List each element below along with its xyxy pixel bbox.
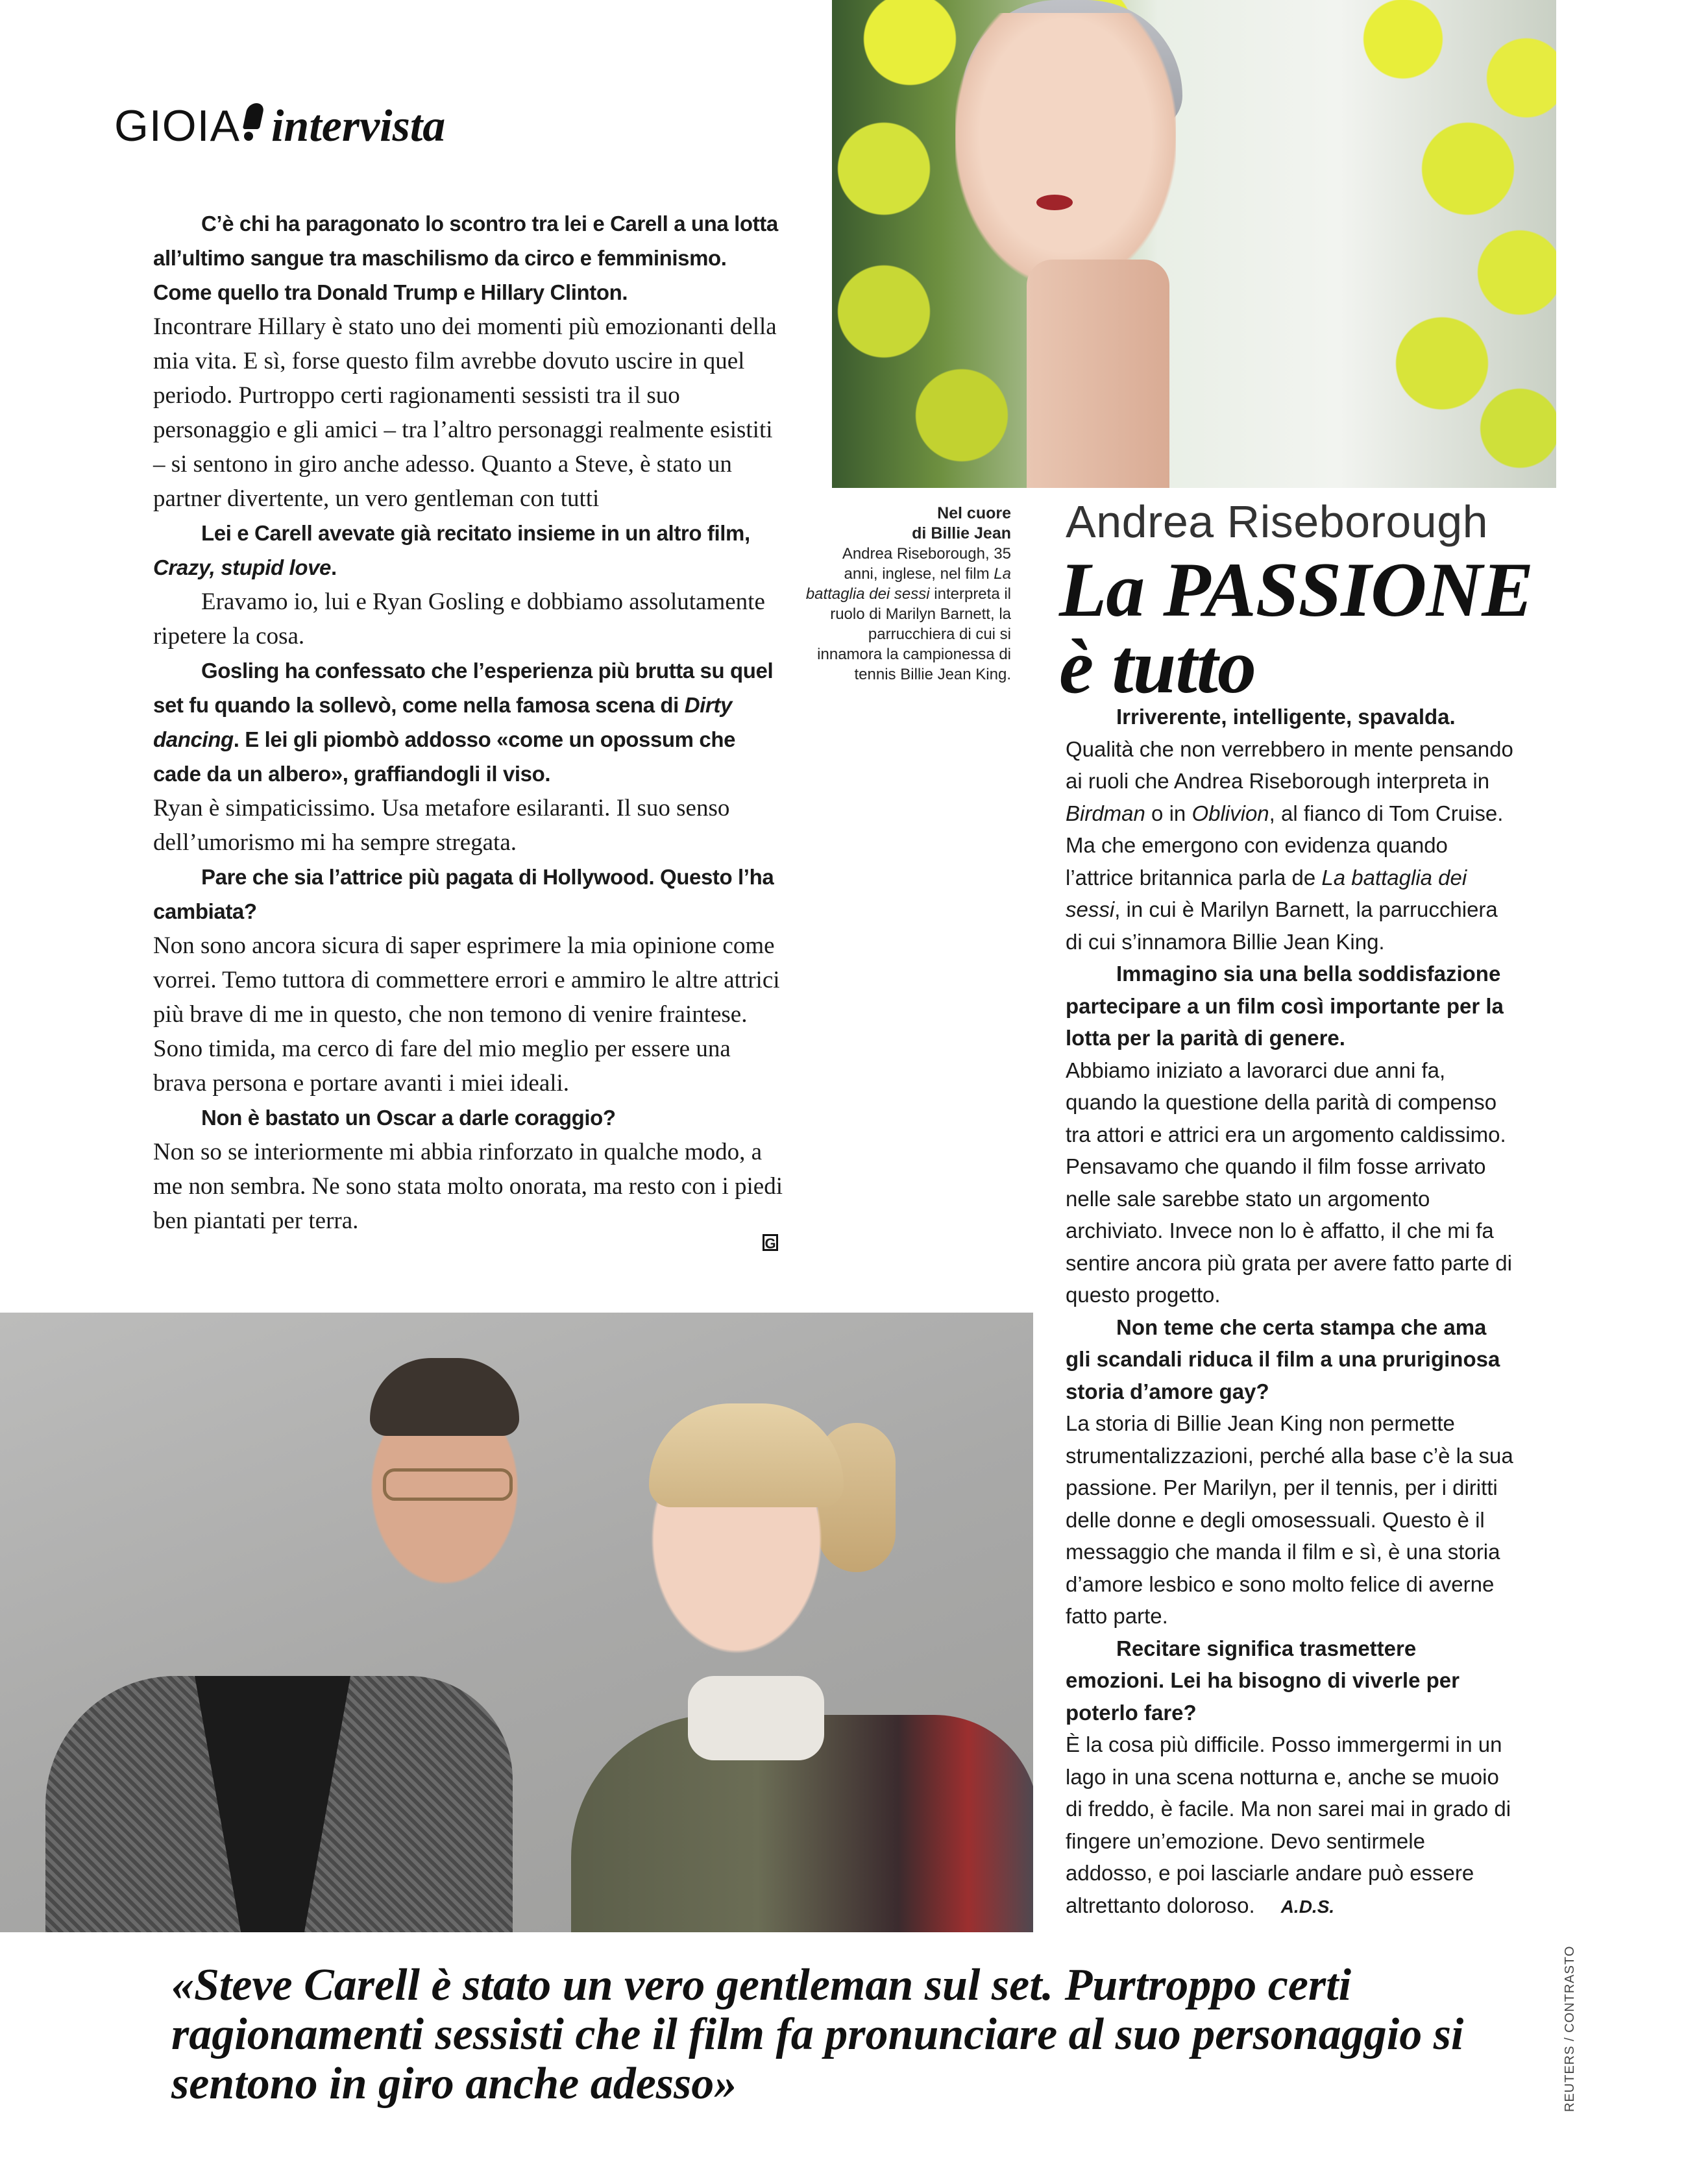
interview-answer: [153, 928, 784, 1100]
italic-title: Dirty dancing: [153, 693, 732, 751]
portrait-lips: [1036, 195, 1073, 210]
caption-title-line1: Nel cuore: [937, 504, 1011, 522]
interview-question: [153, 653, 784, 791]
text-run: Non so se interiormente mi abbia rinforzato in qualche modo, a me non sembra. Ne sono stata molto onorata, ma resto con i piedi ben piantati per terra.: [153, 1139, 783, 1234]
italic-title: Birdman: [1066, 801, 1145, 825]
sidebar-question: [1066, 1311, 1513, 1408]
interview-question: [153, 860, 784, 928]
portrait-neck: [1027, 260, 1169, 488]
man-hair: [370, 1358, 519, 1436]
text-run: C’è chi ha paragonato lo scontro tra lei e Carell a una lotta all’ultimo sangue tra maschilismo da circo e femminismo. Come quello tra Donald Trump e Hillary Clinton.: [153, 212, 778, 304]
interview-main-column: [153, 206, 784, 1238]
italic-title: Crazy, stupid love: [153, 555, 331, 579]
interview-answer: [153, 585, 784, 653]
headline-line1: La PASSIONE: [1059, 546, 1533, 633]
glasses-icon: [383, 1468, 513, 1501]
text-run: È la cosa più difficile. Posso immergermi in un lago in una scena notturna e, anche se muoio di freddo, è facile. Ma non sarei mai in grado di fingere un’emozione. Devo sentirmele addosso, e poi lasciarle andare può essere altrettanto doloroso.: [1066, 1732, 1511, 1917]
text-run: , in cui è Marilyn Barnett, la parrucchiera di cui s’innamora Billie Jean King.: [1066, 897, 1498, 954]
text-run: Andrea Riseborough, 35 anni, inglese, nel film: [842, 545, 1011, 583]
interview-question: [153, 206, 784, 309]
text-run: Recitare significa trasmettere emozioni. Lei ha bisogno di viverle per poterlo fare?: [1066, 1636, 1460, 1725]
interview-answer: [153, 309, 784, 516]
sidebar-headline: [1059, 546, 1533, 709]
caption-body: [805, 544, 1011, 685]
text-run: , al fianco di Tom Cruise. Ma che emergono con evidenza quando l’attrice britannica parla de: [1066, 801, 1504, 890]
section-title: intervista: [271, 101, 446, 151]
caption-title-line2: di Billie Jean: [912, 524, 1011, 542]
text-run: Gosling ha confessato che l’esperienza più brutta su quel set fu quando la sollevò, come nella famosa scena di: [153, 659, 774, 717]
text-run: Ryan è simpaticissimo. Usa metafore esilaranti. Il suo senso dell’umorismo mi ha sempre stregata.: [153, 795, 730, 856]
interview-question: [153, 516, 784, 585]
text-run: La storia di Billie Jean King non permette strumentalizzazioni, perché alla base c’è la sua passione. Per Marilyn, per il tennis, per i diritti delle donne e degli omosessuali. Questo è il messaggio che manda il film e sì, è una storia d’amore lesbico e sono molto felice di averne fatto parte.: [1066, 1411, 1513, 1628]
woman-turtleneck: [688, 1676, 824, 1760]
sidebar-question: [1066, 958, 1513, 1054]
italic-title: La battaglia dei sessi: [805, 565, 1011, 603]
italic-title: La battaglia dei sessi: [1066, 865, 1467, 921]
text-run: .: [330, 555, 337, 579]
sidebar-answer: [1066, 1407, 1513, 1632]
text-run: . E lei gli piombò addosso «come un opossum che cade da un albero», graffiandogli il viso.: [153, 727, 736, 786]
magazine-header: [114, 101, 445, 152]
text-run: Non teme che certa stampa che ama gli scandali riduca il film a una pruriginosa storia d’amore gay?: [1066, 1315, 1500, 1403]
text-run: Incontrare Hillary è stato uno dei momenti più emozionanti della mia vita. E sì, forse questo film avrebbe dovuto uscire in quel periodo. Purtroppo certi ragionamenti sessisti tra il suo personaggio e gli amici – tra l’altro personaggi realmente esistiti – si sentono in giro anche adesso. Quanto a Steve, è stato un partner divertente, un vero gentleman con tutti: [153, 313, 777, 512]
interview-answer: [153, 1135, 784, 1238]
photo-credit: REUTERS / CONTRASTO: [1563, 1945, 1577, 2112]
headline-line2: è tutto: [1059, 623, 1256, 709]
sidebar-kicker: Andrea Riseborough: [1066, 496, 1489, 547]
text-run: Eravamo io, lui e Ryan Gosling e dobbiamo assolutamente ripetere la cosa.: [153, 588, 765, 649]
text-run: interpreta il ruolo di Marilyn Barnett, la parrucchiera di cui si innamora la campionessa di tennis Billie Jean King.: [817, 585, 1011, 683]
interview-answer: [153, 791, 784, 860]
photo-steve-carell-emma-stone: [0, 1313, 1033, 1932]
text-run: o in: [1145, 801, 1192, 825]
sidebar-answer: [1066, 1054, 1513, 1311]
photo-caption: [805, 504, 1011, 685]
text-run: Non sono ancora sicura di saper esprimere la mia opinione come vorrei. Temo tuttora di commettere errori e ammiro le altre attrici più brave di me in questo, che non temono di venire fraintese. Sono timida, ma cerco di fare del mio meglio per essere una brava persona e portare avanti i miei ideali.: [153, 932, 780, 1097]
sidebar-question: [1066, 1632, 1513, 1729]
interview-question: [153, 1100, 784, 1135]
pull-quote: «Steve Carell è stato un vero gentleman sul set. Purtroppo certi ragionamenti sessisti che il film fa pronunciare al suo personaggio si sentono in giro anche adesso»: [171, 1960, 1464, 2109]
italic-title: Oblivion: [1191, 801, 1269, 825]
author-signature: A.D.S.: [1280, 1896, 1335, 1917]
text-run: Non è bastato un Oscar a darle coraggio?: [201, 1106, 616, 1130]
text-run: Abbiamo iniziato a lavorarci due anni fa, quando la questione della parità di compenso tra attori e attrici era un argomento caldissimo. Pensavamo che quando il film fosse arrivato nelle sale sarebbe stato un argomento archiviato. Invece non lo è affatto, il che mi fa sentire ancora più grata per avere fatto parte di questo progetto.: [1066, 1058, 1512, 1307]
text-run: Qualità che non verrebbero in mente pensando ai ruoli che Andrea Riseborough interpreta in: [1066, 736, 1513, 793]
exclamation-mark-icon: [243, 103, 265, 141]
text-run: Lei e Carell avevate già recitato insieme in un altro film,: [201, 521, 750, 545]
text-run: Irriverente, intelligente, spavalda.: [1116, 705, 1456, 729]
portrait-face: [955, 13, 1176, 285]
text-run: Pare che sia l’attrice più pagata di Hollywood. Questo l’ha cambiata?: [153, 865, 774, 923]
sidebar-answer: [1066, 733, 1513, 958]
sidebar-answer: [1066, 1729, 1513, 1923]
text-run: Immagino sia una bella soddisfazione partecipare a un film così importante per la lotta per la parità di genere.: [1066, 962, 1504, 1050]
sidebar-column: [1066, 701, 1513, 1923]
portrait-photo-andrea-riseborough: [832, 0, 1556, 488]
brand-logo: GIOIA: [114, 101, 240, 151]
end-of-article-icon: G: [763, 1234, 778, 1251]
sidebar-question: [1066, 701, 1513, 733]
